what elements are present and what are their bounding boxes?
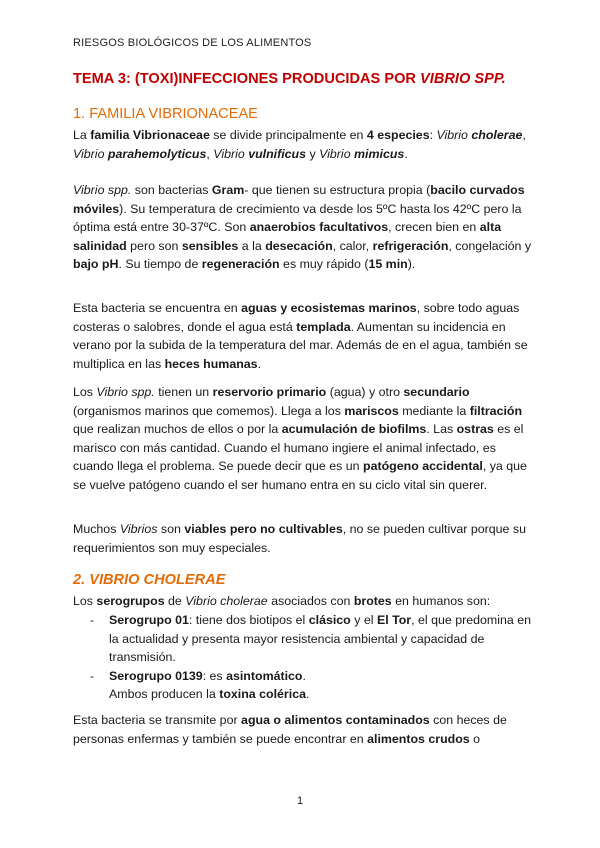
text-run: es muy rápido (: [279, 257, 369, 272]
section-heading-familia: 1. FAMILIA VIBRIONACEAE: [73, 106, 258, 122]
title-prefix: TEMA 3: (TOXI)INFECCIONES PRODUCIDAS POR: [73, 71, 421, 87]
page-title: [73, 71, 506, 87]
text-run: son bacterias: [131, 183, 212, 197]
text-run: , el que predomina en la actualidad y presenta mayor resistencia ambiental y capacidad de transmisión.: [109, 613, 531, 665]
text-run: Vibrio: [73, 146, 108, 161]
text-run: heces humanas: [164, 356, 258, 371]
text-run: mimicus: [354, 146, 405, 161]
text-run: Serogrupo 01: [109, 613, 189, 627]
serogroup-list: [73, 611, 535, 704]
section-heading-cholerae: 2. VIBRIO CHOLERAE: [73, 572, 226, 588]
text-run: Muchos: [73, 522, 120, 536]
text-run: Esta bacteria se transmite por: [73, 713, 242, 727]
text-run: La: [73, 128, 91, 142]
text-run: de: [164, 594, 186, 608]
text-run: aguas y ecosistemas marinos: [241, 301, 417, 315]
running-header: RIESGOS BIOLÓGICOS DE LOS ALIMENTOS: [73, 37, 312, 49]
text-run: parahemolyticus: [107, 146, 207, 161]
bullet-dash: -: [90, 613, 95, 627]
text-run: .: [305, 687, 310, 702]
text-run: Esta bacteria se encuentra en: [73, 301, 242, 315]
text-run: ,: [522, 128, 526, 142]
text-run: Serogrupo 0139: [109, 668, 203, 683]
text-run: . Las: [426, 422, 457, 437]
text-run: Vibrios: [119, 522, 158, 536]
text-run: o: [469, 731, 481, 746]
text-run: .: [404, 146, 408, 161]
text-run: acumulación de biofilms: [281, 422, 427, 437]
text-run: alta salinidad: [73, 220, 502, 253]
text-run: , sobre todo aguas costeras o salobres, donde el agua está: [73, 301, 520, 334]
paragraph-reservoir: [73, 383, 535, 495]
text-run: Vibrio: [213, 146, 249, 161]
serogroup-01-text: [109, 613, 531, 664]
text-run: que realizan muchos de ellos o por la: [73, 422, 282, 437]
text-run: a la: [238, 238, 266, 253]
text-run: . Su tiempo de: [118, 257, 202, 272]
text-run: secundario: [403, 385, 470, 399]
text-run: son: [157, 522, 185, 536]
text-run: ). Su temperatura de crecimiento va desde los 5ºC hasta los 42ºC pero la óptima está entre 30-37ºC. Son: [73, 201, 522, 235]
text-run: (organismos marinos que comemos). Llega a los: [73, 403, 345, 418]
text-run: : es: [202, 668, 227, 683]
paragraph-transmission: [73, 711, 535, 748]
text-run: asintomático: [226, 668, 303, 683]
text-run: y el: [350, 613, 377, 627]
text-run: Gram: [211, 183, 245, 197]
text-run: (agua) y otro: [326, 385, 404, 399]
text-run: Vibrio spp.: [96, 385, 155, 399]
text-run: toxina colérica: [219, 687, 306, 702]
paragraph-vibrio-characteristics: [73, 181, 535, 274]
list-item: [73, 611, 535, 667]
text-run: :: [429, 128, 437, 142]
text-run: Los: [73, 594, 97, 608]
text-run: .: [257, 356, 262, 371]
text-run: Vibrio cholerae: [185, 594, 268, 608]
page-number: 1: [296, 795, 304, 807]
text-run: con heces de personas enfermas y también se puede encontrar en: [73, 713, 507, 746]
text-run: Los: [73, 385, 97, 399]
text-run: regeneración: [201, 257, 280, 272]
list-item: [73, 667, 535, 704]
text-run: , no se pueden cultivar porque su requerimientos son muy especiales.: [73, 522, 526, 555]
text-run: El Tor: [376, 613, 412, 627]
text-run: tienen un: [154, 385, 213, 399]
paragraph-viable-not-culturable: [73, 520, 535, 557]
text-run: 15 min: [368, 257, 408, 272]
text-run: en humanos son:: [391, 594, 491, 608]
text-run: . Aumentan su incidencia en verano por la subida de la temperatura del mar. Además de en el agua, también se multiplica en las: [73, 319, 528, 371]
text-run: familia Vibrionaceae: [90, 128, 210, 142]
text-run: y: [306, 146, 320, 161]
paragraph-serogroups-intro: [73, 592, 535, 611]
text-run: clásico: [308, 613, 351, 627]
text-run: alimentos crudos: [367, 731, 470, 746]
text-run: reservorio primario: [212, 385, 327, 399]
title-italic: VIBRIO SPP.: [420, 71, 506, 87]
text-run: 4 especies: [366, 128, 430, 142]
text-run: Vibrio: [319, 146, 355, 161]
text-run: es el marisco con más cantidad. Cuando el humano ingiere el animal infectado, es cuando llega el problema. Se puede decir que es un: [73, 422, 524, 474]
text-run: , congelación y: [448, 238, 532, 253]
text-run: mediante la: [398, 403, 470, 418]
text-run: Vibrio spp.: [73, 183, 132, 197]
text-run: : tiene dos biotipos el: [188, 613, 309, 627]
paragraph-habitat: [73, 299, 535, 373]
text-run: vulnificus: [248, 146, 307, 161]
paragraph-familia-intro: [73, 126, 535, 163]
text-run: filtración: [469, 403, 523, 418]
text-run: ostras: [456, 422, 494, 437]
text-run: viables pero no cultivables: [184, 522, 343, 536]
text-run: refrigeración: [372, 238, 449, 253]
text-run: .: [302, 668, 306, 683]
text-run: pero son: [126, 238, 182, 253]
text-run: , calor,: [332, 238, 373, 253]
text-run: Vibrio cholerae: [436, 128, 523, 142]
text-run: serogrupos: [96, 594, 165, 608]
text-run: templada: [296, 319, 351, 334]
text-run: desecación: [265, 238, 333, 253]
text-run: brotes: [353, 594, 392, 608]
text-run: se divide principalmente en: [209, 128, 367, 142]
text-run: , crecen bien en: [388, 220, 480, 235]
text-run: mariscos: [344, 403, 399, 418]
text-run: bacilo curvados móviles: [73, 183, 525, 216]
text-run: asociados con: [267, 594, 354, 608]
text-run: Ambos producen la: [109, 687, 220, 702]
text-run: agua o alimentos contaminados: [241, 713, 430, 727]
text-run: anaerobios facultativos: [249, 220, 389, 235]
text-run: ).: [407, 257, 416, 272]
serogroup-0139-text: [109, 669, 309, 702]
text-run: sensibles: [181, 238, 239, 253]
text-run: patógeno accidental: [363, 459, 483, 474]
text-run: bajo pH: [73, 257, 119, 272]
text-run: ,: [206, 146, 214, 161]
text-run: - que tienen su estructura propia (: [244, 183, 431, 197]
text-run: , ya que se vuelve patógeno cuando el ser humano entra en su ciclo vital sin querer.: [73, 459, 527, 492]
bullet-dash: -: [90, 668, 95, 683]
